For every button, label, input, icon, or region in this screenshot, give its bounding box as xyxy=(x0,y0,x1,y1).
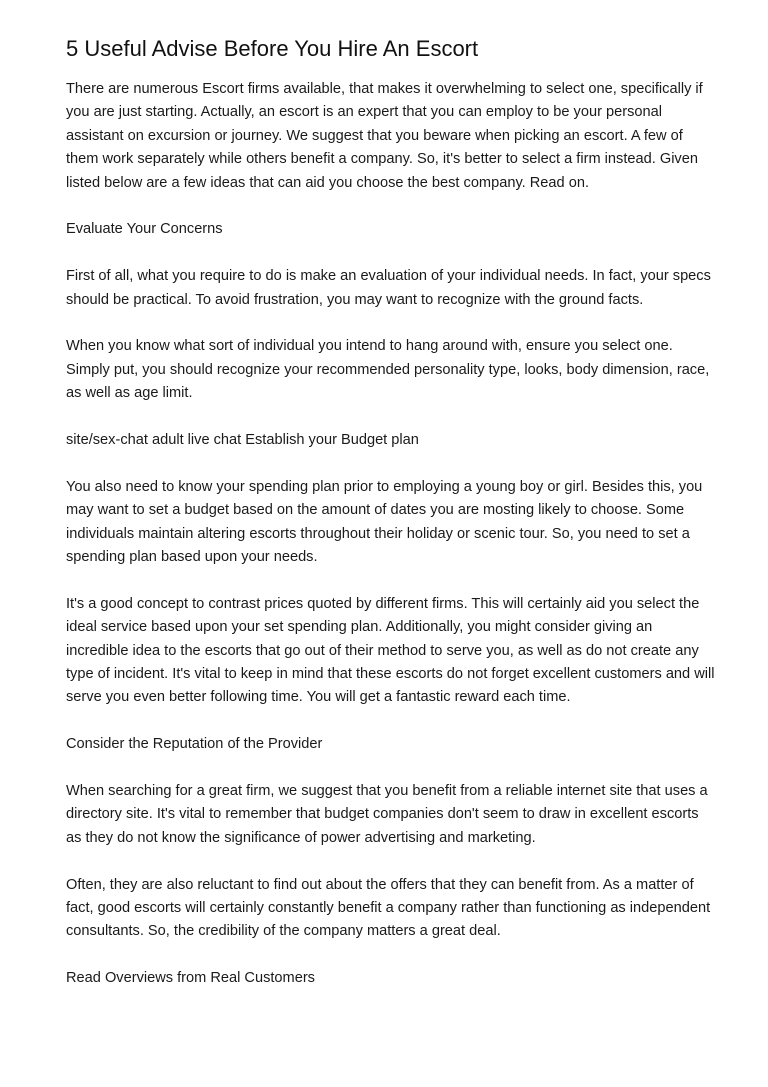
section-heading-reputation: Consider the Reputation of the Provider xyxy=(66,736,323,753)
paragraph: You also need to know your spending plan prior to employing a young boy or girl. Besides this, you may want to set a budget based on the amount of dates you are mosting likely to choose. Some individuals maintain altering escorts throughout their holiday or scenic tour. So, you need to set a spending plan based upon your needs. xyxy=(66,478,703,566)
paragraph: Often, they are also reluctant to find out about the offers that they can benefit from. As a matter of fact, good escorts will certainly constantly benefit a company rather than functioning as independent consultants. So, the credibility of the company matters a great deal. xyxy=(66,876,711,940)
section-heading-evaluate-concerns: Evaluate Your Concerns xyxy=(66,221,223,238)
intro-paragraph: There are numerous Escort firms available, that makes it overwhelming to select one, specifically if you are just starting. Actually, an escort is an expert that you can employ to be your personal assistant on excursion or journey. We suggest that you beware when picking an escort. A few of them work separately while others benefit a company. So, it's better to select a firm instead. Given listed below are a few ideas that can aid you choose the best company. Read on. xyxy=(66,81,703,191)
paragraph: It's a good concept to contrast prices quoted by different firms. This will certainly aid you select the ideal service based upon your set spending plan. Additionally, you might consider giving an incredible idea to the escorts that go out of their method to serve you, as well as do not create any type of incident. It's vital to keep in mind that these escorts do not forget excellent customers and will serve you even better following time. You will get a fantastic reward each time. xyxy=(66,595,715,706)
section-heading-budget-plan: site/sex-chat adult live chat Establish your Budget plan xyxy=(66,432,419,449)
paragraph: When you know what sort of individual you intend to hang around with, ensure you select one. Simply put, you should recognize your recommended personality type, looks, body dimension, race, as well as age limit. xyxy=(66,338,710,402)
document-title: 5 Useful Advise Before You Hire An Escort xyxy=(66,36,479,61)
paragraph: First of all, what you require to do is make an evaluation of your individual needs. In fact, your specs should be practical. To avoid frustration, you may want to recognize with the ground facts. xyxy=(66,268,711,308)
document-page xyxy=(66,34,716,1014)
section-heading-read-overviews: Read Overviews from Real Customers xyxy=(66,970,315,987)
paragraph: When searching for a great firm, we suggest that you benefit from a reliable internet site that uses a directory site. It's vital to remember that budget companies don't seem to draw in excellent escorts as they do not know the significance of power advertising and marketing. xyxy=(66,783,708,846)
